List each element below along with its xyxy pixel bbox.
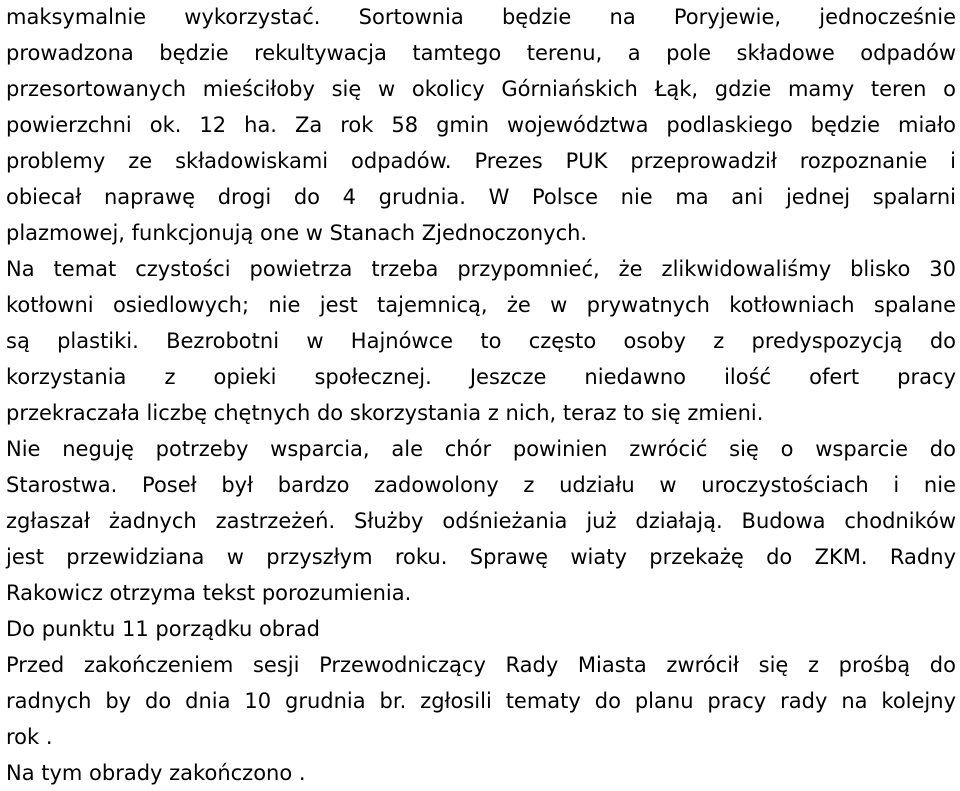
text-line: są plastiki. Bezrobotni w Hajnówce to często osoby z predyspozycją do: [6, 329, 956, 353]
text-line: korzystania z opieki społecznej. Jeszcze niedawno ilość ofert pracy: [6, 365, 956, 389]
text-line: Nie neguję potrzeby wsparcia, ale chór powinien zwrócić się o wsparcie do: [6, 437, 956, 461]
text-line: rok .: [6, 725, 53, 749]
section-heading: Do punktu 11 porządku obrad: [6, 617, 320, 641]
text-line: Rakowicz otrzyma tekst porozumienia.: [6, 581, 412, 605]
text-line: problemy ze składowiskami odpadów. Prezes PUK przeprowadził rozpoznanie i: [6, 149, 956, 173]
text-line: Na temat czystości powietrza trzeba przypomnieć, że zlikwidowaliśmy blisko 30: [6, 257, 956, 281]
text-line: maksymalnie wykorzystać. Sortownia będzie na Poryjewie, jednocześnie: [6, 5, 956, 29]
text-line: zgłaszał żadnych zastrzeżeń. Służby odśnieżania już działają. Budowa chodników: [6, 509, 956, 533]
document-page: [6, 0, 956, 791]
closing-line: Na tym obrady zakończono .: [6, 761, 306, 785]
text-line: obiecał naprawę drogi do 4 grudnia. W Polsce nie ma ani jednej spalarni: [6, 185, 956, 209]
text-line: plazmowej, funkcjonują one w Stanach Zjednoczonych.: [6, 221, 588, 245]
text-line: jest przewidziana w przyszłym roku. Sprawę wiaty przekażę do ZKM. Radny: [6, 545, 956, 569]
text-line: przesortowanych mieściłoby się w okolicy Górniańskich Łąk, gdzie mamy teren o: [6, 77, 956, 101]
text-line: prowadzona będzie rekultywacja tamtego terenu, a pole składowe odpadów: [6, 41, 956, 65]
text-line: przekraczała liczbę chętnych do skorzystania z nich, teraz to się zmieni.: [6, 401, 764, 425]
text-line: powierzchni ok. 12 ha. Za rok 58 gmin województwa podlaskiego będzie miało: [6, 113, 956, 137]
text-line: radnych by do dnia 10 grudnia br. zgłosili tematy do planu pracy rady na kolejny: [6, 689, 956, 713]
text-line: Starostwa. Poseł był bardzo zadowolony z udziału w uroczystościach i nie: [6, 473, 956, 497]
text-line: kotłowni osiedlowych; nie jest tajemnicą, że w prywatnych kotłowniach spalane: [6, 293, 956, 317]
text-line: Przed zakończeniem sesji Przewodniczący Rady Miasta zwrócił się z prośbą do: [6, 653, 956, 677]
